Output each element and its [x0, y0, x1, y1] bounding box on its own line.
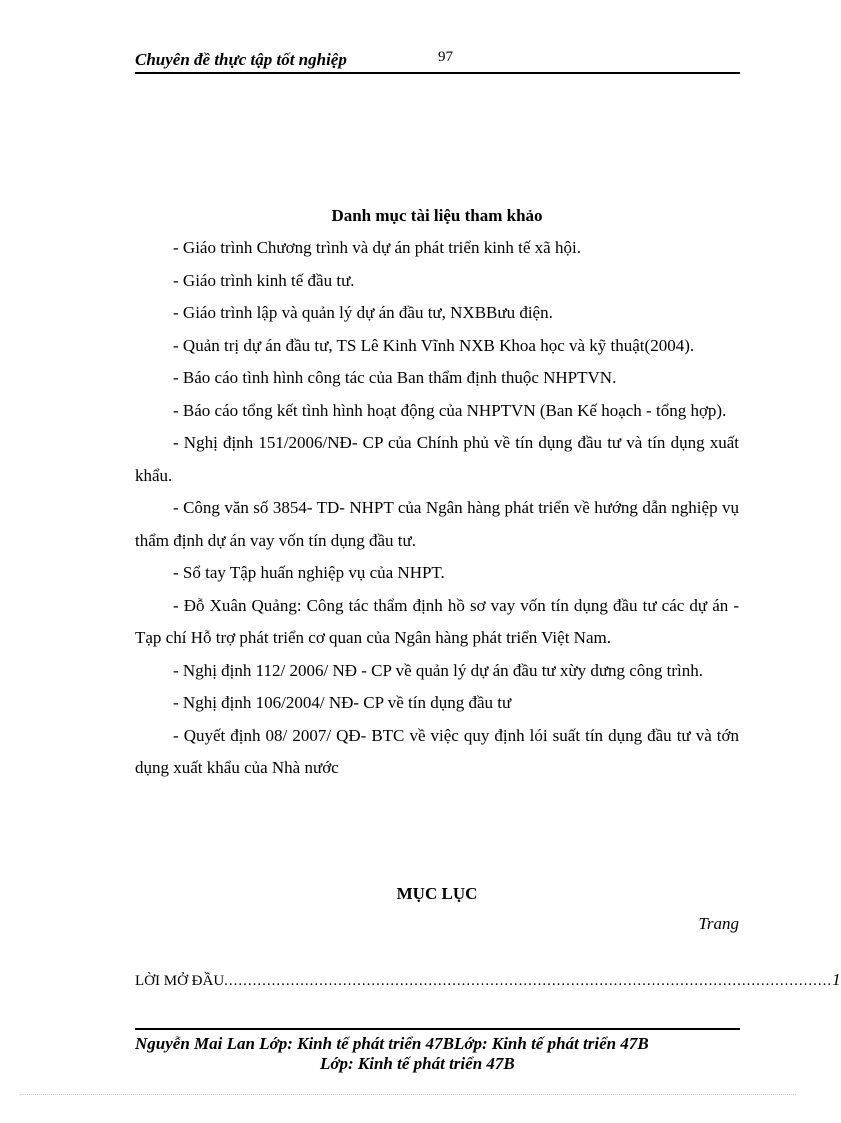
reference-item: - Công văn số 3854- TD- NHPT của Ngân hàng phát triển về hướng dẫn nghiệp vụ thẩm định dự án vay vốn tín dụng đầu tư.: [135, 498, 739, 550]
reference-item: - Nghị định 112/ 2006/ NĐ - CP về quản lý dự án đầu tư xừy dưng công trình.: [173, 660, 703, 680]
reference-item: - Báo cáo tổng kết tình hình hoạt động của NHPTVN (Ban Kế hoạch - tổng hợp).: [173, 400, 727, 420]
footer-line-2: Lớp: Kinh tế phát triển 47B: [320, 1054, 515, 1073]
reference-item: - Sổ tay Tập huấn nghiệp vụ của NHPT.: [173, 563, 445, 582]
toc-page-column-label: Trang: [698, 914, 739, 933]
references-section: [135, 200, 739, 785]
reference-item: - Giáo trình kinh tế đầu tư.: [173, 270, 355, 290]
reference-item: - Nghị định 151/2006/NĐ- CP của Chính phủ về tín dụng đầu tư và tín dụng xuất khẩu.: [135, 433, 739, 485]
reference-item: - Quyết định 08/ 2007/ QĐ- BTC về việc quy định lói suất tín dụng đầu tư và tớn dụng xuất khẩu của Nhà nước: [135, 725, 739, 777]
table-of-contents: [135, 880, 841, 994]
reference-item: - Đỗ Xuân Quảng: Công tác thẩm định hồ sơ vay vốn tín dụng đầu tư các dự án - Tạp chí Hỗ trợ phát triển cơ quan của Ngân hàng phát triển Việt Nam.: [135, 595, 739, 647]
footer-line-1: Nguyễn Mai Lan Lớp: Kinh tế phát triển 47BLớp: Kinh tế phát triển 47B: [135, 1034, 649, 1053]
reference-item: - Nghị định 106/2004/ NĐ- CP về tín dụng đầu tư: [173, 693, 512, 712]
page-header: [135, 46, 740, 74]
toc-entry-label: LỜI MỞ ĐẦU: [135, 973, 225, 989]
reference-item: - Báo cáo tình hình công tác của Ban thẩm định thuộc NHPTVN.: [173, 368, 617, 387]
reference-item: - Giáo trình Chương trình và dự án phát triển kinh tế xã hội.: [173, 238, 581, 257]
page-bottom-divider: [20, 1094, 796, 1095]
reference-item: - Giáo trình lập và quản lý dự án đầu tư, NXBBưu điện.: [173, 303, 553, 322]
toc-entry-page: 1: [832, 970, 841, 989]
toc-heading: MỤC LỤC: [396, 884, 478, 903]
page-footer: [135, 1028, 740, 1074]
references-heading: Danh mục tài liệu tham khảo: [331, 206, 543, 225]
toc-entry-leader: ................................................................................................................................: [224, 973, 833, 989]
page-number: 97: [438, 49, 453, 65]
reference-item: - Quản trị dự án đầu tư, TS Lê Kinh Vĩnh NXB Khoa học và kỹ thuật(2004).: [173, 335, 695, 355]
header-title: Chuyên đề thực tập tốt nghiệp: [135, 50, 347, 69]
toc-entry[interactable]: [135, 970, 841, 994]
